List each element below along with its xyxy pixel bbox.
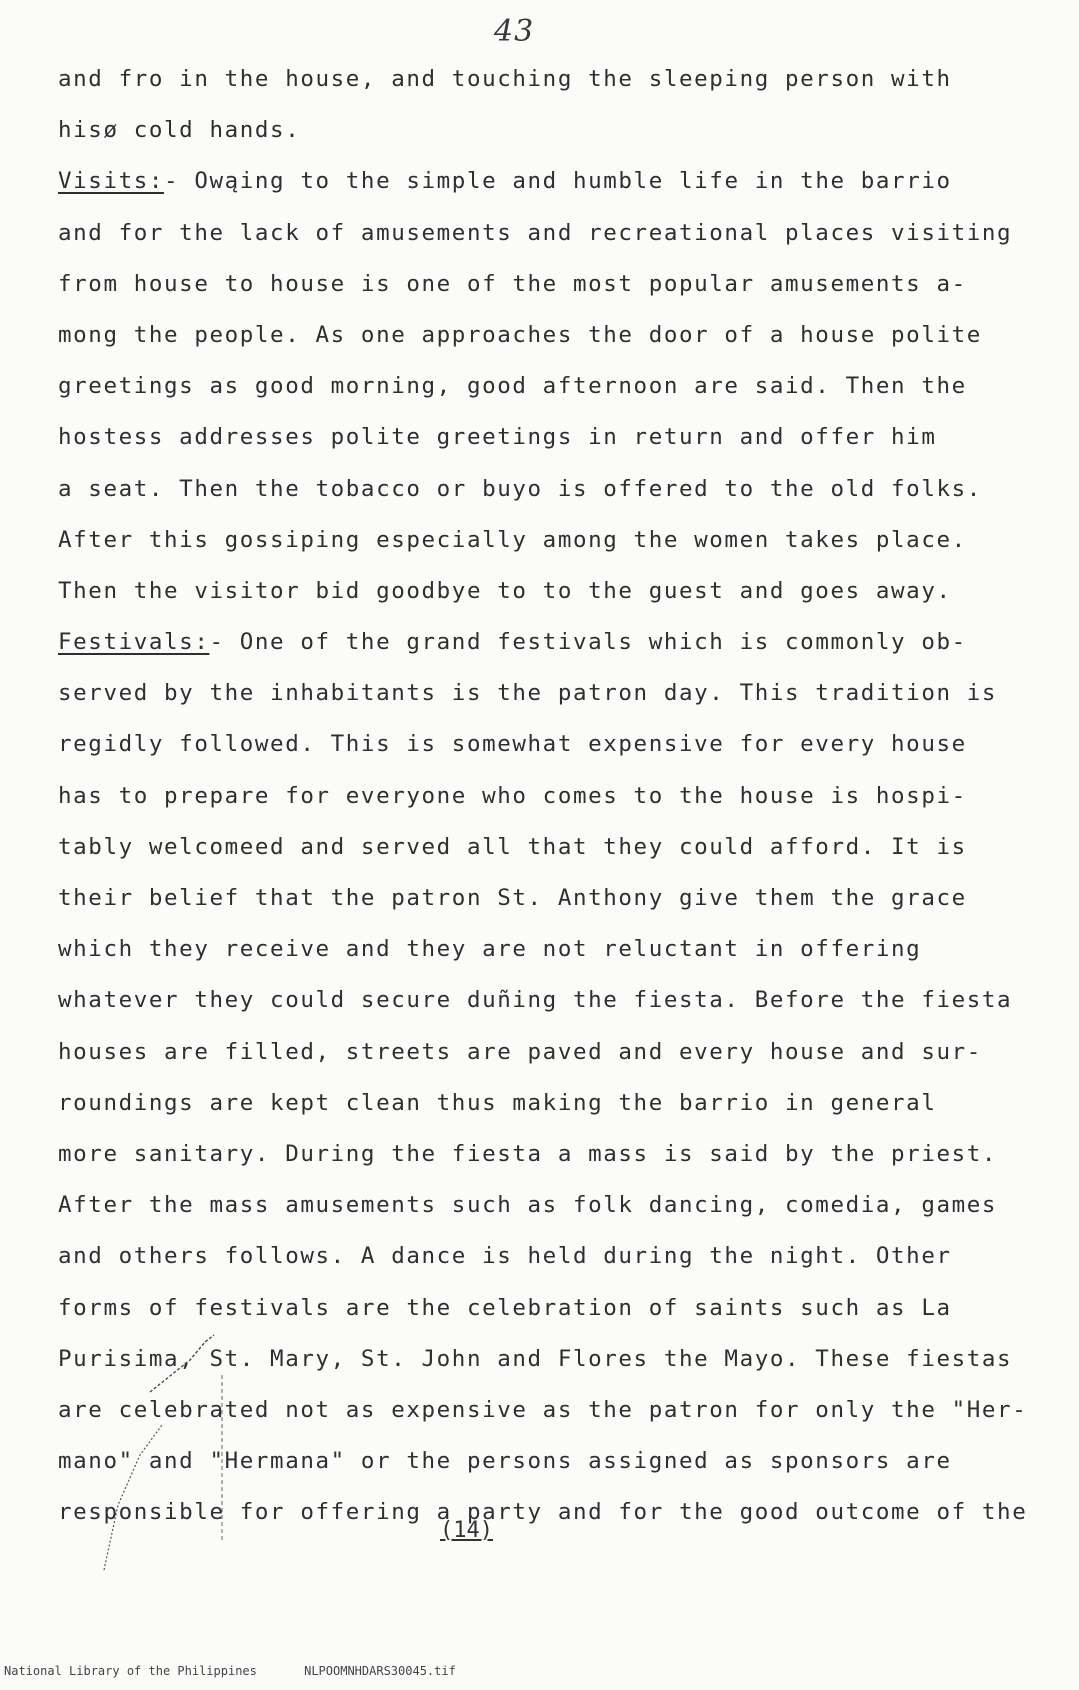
text-line: whatever they could secure duñing the fiesta. Before the fiesta bbox=[58, 987, 1013, 1014]
bottom-page-number: (14) bbox=[440, 1518, 493, 1543]
text-line: Then the visitor bid goodbye to to the guest and goes away. bbox=[58, 577, 952, 604]
section-label: Visits: bbox=[58, 168, 165, 195]
footer-library: National Library of the Philippines bbox=[4, 1664, 257, 1678]
text-line: regidly followed. This is somewhat expensive for every house bbox=[58, 731, 967, 758]
text-line: from house to house is one of the most popular amusements a- bbox=[58, 270, 967, 297]
text-line: has to prepare for everyone who comes to the house is hospi- bbox=[58, 782, 967, 809]
section-text: - One of the grand festivals which is commonly ob- bbox=[209, 629, 967, 656]
text-line: After this gossiping especially among the women takes place. bbox=[58, 526, 967, 553]
text-line: responsible for offering a party and for the good outcome of the bbox=[58, 1499, 1028, 1526]
text-line: and others follows. A dance is held during the night. Other bbox=[58, 1243, 952, 1270]
text-line: which they receive and they are not reluctant in offering bbox=[58, 936, 922, 963]
text-line: a seat. Then the tobacco or buyo is offered to the old folks. bbox=[58, 475, 982, 502]
text-line: hostess addresses polite greetings in return and offer him bbox=[58, 424, 937, 451]
body-text bbox=[58, 62, 1048, 1546]
text-line: After the mass amusements such as folk dancing, comedia, games bbox=[58, 1192, 998, 1219]
text-line: more sanitary. During the fiesta a mass is said by the priest. bbox=[58, 1140, 998, 1167]
text-line: mong the people. As one approaches the door of a house polite bbox=[58, 321, 982, 348]
text-line: mano" and "Hermana" or the persons assigned as sponsors are bbox=[58, 1448, 952, 1475]
page-number: 43 bbox=[494, 14, 535, 49]
scan-footer bbox=[0, 1664, 1079, 1678]
text-line: served by the inhabitants is the patron day. This tradition is bbox=[58, 680, 998, 707]
text-line: their belief that the patron St. Anthony give them the grace bbox=[58, 885, 967, 911]
section-label: Festivals: bbox=[58, 629, 210, 656]
text-line: roundings are kept clean thus making the barrio in general bbox=[58, 1089, 937, 1116]
text-line: and fro in the house, and touching the sleeping person with bbox=[58, 66, 952, 92]
text-line: and for the lack of amusements and recreational places visiting bbox=[58, 219, 1013, 246]
section-heading-visits bbox=[58, 164, 1048, 215]
text-line: tably welcomeed and served all that they could afford. It is bbox=[58, 833, 967, 860]
text-line: hisø cold hands. bbox=[58, 117, 301, 144]
footer-filename: NLPOOMNHDARS30045.tif bbox=[304, 1664, 456, 1678]
section-text: - Owąing to the simple and humble life in the barrio bbox=[164, 168, 952, 195]
text-line: Purisima, St. Mary, St. John and Flores the Mayo. These fiestas bbox=[58, 1345, 1013, 1372]
section-heading-festivals bbox=[58, 625, 1048, 676]
text-line: houses are filled, streets are paved and every house and sur- bbox=[58, 1038, 982, 1065]
text-line: forms of festivals are the celebration of saints such as La bbox=[58, 1294, 952, 1321]
text-line: greetings as good morning, good afternoon are said. Then the bbox=[58, 373, 967, 400]
text-line: are celebrated not as expensive as the patron for only the "Her- bbox=[58, 1396, 1028, 1423]
